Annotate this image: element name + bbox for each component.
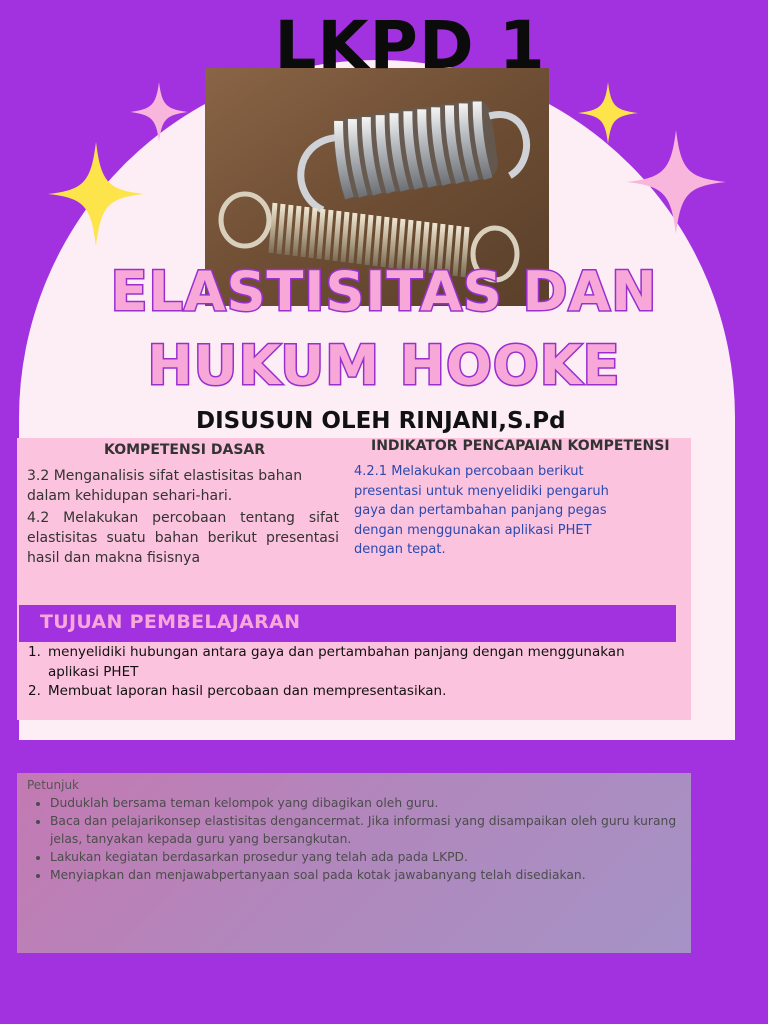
list-item: • Baca dan pelajarikonsep elastisitas dengancermat. Jika informasi yang disampaikan oleh guru kurang jelas, tanyakan kepada guru yang bersangkutan. bbox=[50, 812, 690, 848]
indikator-text: 4.2.1 Melakukan percobaan berikut presentasi untuk menyelidiki pengaruh gaya dan pertambahan panjang pegas dengan menggunakan aplikasi PHET dengan tepat. bbox=[354, 464, 609, 557]
indikator-heading: INDIKATOR PENCAPAIAN KOMPETENSI bbox=[371, 438, 670, 454]
pink-star-icon bbox=[130, 82, 188, 142]
petunjuk-heading: Petunjuk bbox=[27, 778, 79, 792]
pink-star-icon bbox=[626, 130, 726, 234]
tujuan-heading: TUJUAN PEMBELAJARAN bbox=[40, 611, 301, 633]
yellow-star-icon bbox=[48, 142, 144, 246]
list-item: 2. Membuat laporan hasil percobaan dan mempresentasikan. bbox=[28, 683, 447, 699]
tujuan-list bbox=[28, 643, 648, 702]
list-item: • Lakukan kegiatan berdasarkan prosedur yang telah ada pada LKPD. bbox=[50, 848, 690, 866]
list-item: • Duduklah bersama teman kelompok yang dibagikan oleh guru. bbox=[50, 794, 690, 812]
main-heading-line2: HUKUM HOOKE bbox=[147, 334, 621, 397]
kd-item: 3.2 Menganalisis sifat elastisitas bahan dalam kehidupan sehari-hari. bbox=[27, 468, 303, 504]
kompetensi-dasar-heading: KOMPETENSI DASAR bbox=[104, 442, 266, 458]
author-credit: DISUSUN OLEH RINJANI,S.Pd bbox=[196, 408, 566, 434]
list-item: • Menyiapkan dan menjawabpertanyaan soal pada kotak jawabanyang telah disediakan. bbox=[50, 866, 690, 884]
petunjuk-list bbox=[30, 794, 690, 884]
page-title: LKPD 1 bbox=[274, 7, 546, 84]
list-item: 1. menyelidiki hubungan antara gaya dan pertambahan panjang dengan menggunakan aplikasi PHET bbox=[28, 644, 625, 680]
kompetensi-dasar-text bbox=[27, 466, 339, 568]
kd-item: 4.2 Melakukan percobaan tentang sifat elastisitas suatu bahan berikut presentasi hasil dan makna fisisnya bbox=[27, 510, 339, 566]
main-heading-line1: ELASTISITAS DAN bbox=[110, 260, 658, 323]
